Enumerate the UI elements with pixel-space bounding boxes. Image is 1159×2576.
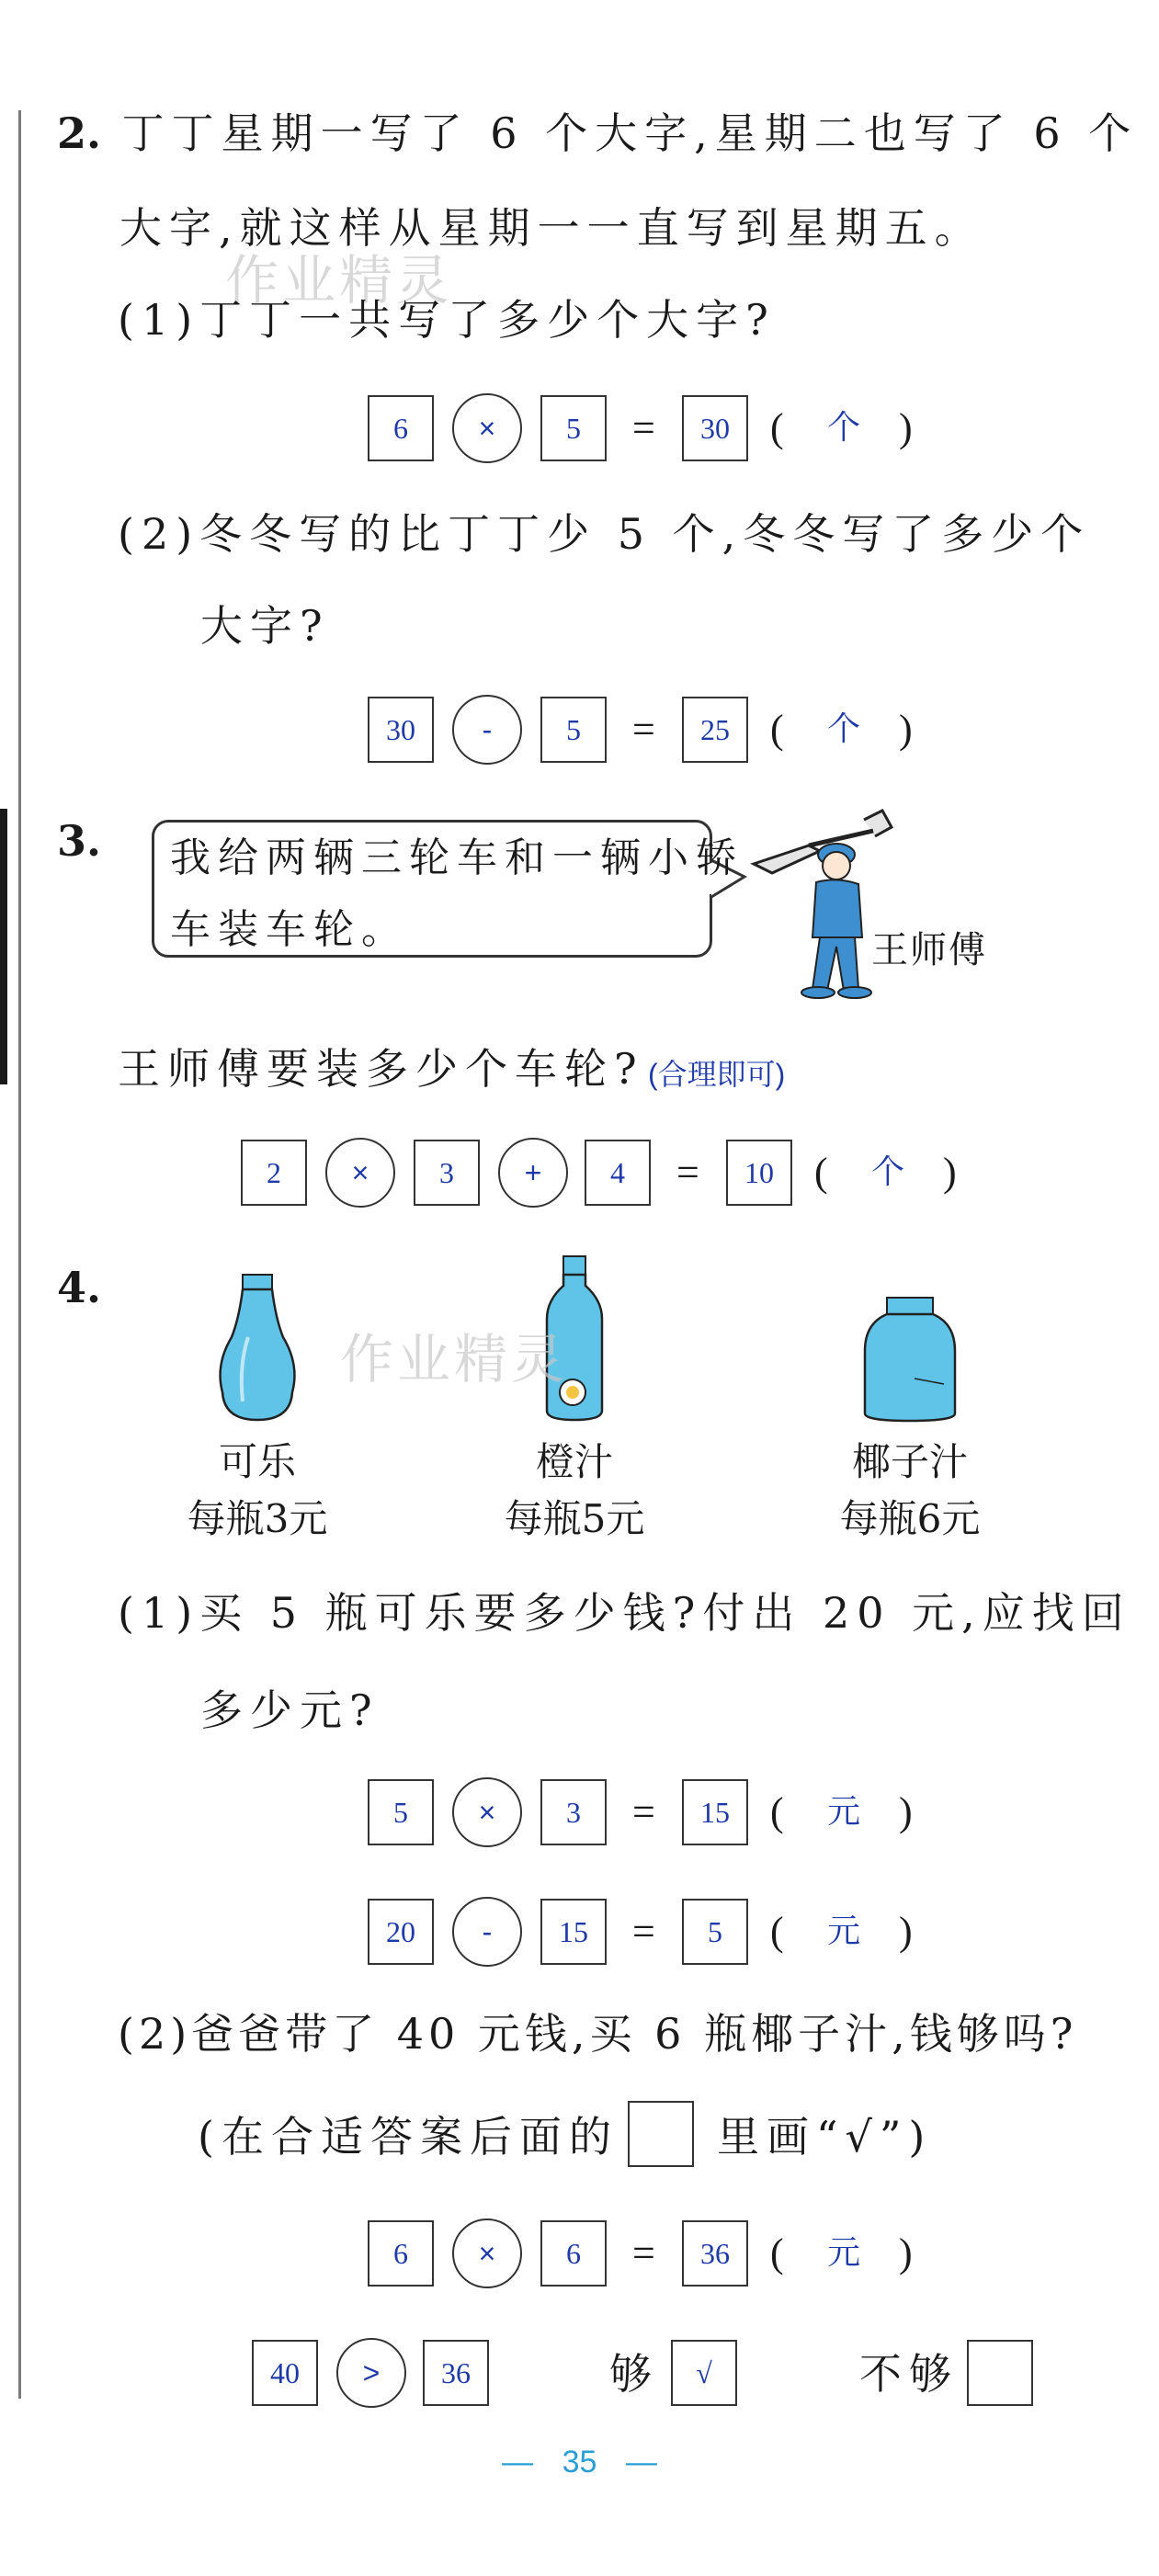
answer-box[interactable]: 20 <box>368 1899 434 1965</box>
answer-box[interactable]: 15 <box>682 1779 748 1845</box>
answer-box[interactable]: 2 <box>241 1140 307 1206</box>
q3-question: 王师傅要装多少个车轮? <box>118 1044 644 1094</box>
cola-bottle-icon <box>211 1273 303 1424</box>
unit-answer[interactable]: 个 <box>827 710 861 748</box>
q2-sub1-prompt: (1)丁丁一共写了多少个大字? <box>118 295 776 345</box>
worker-illustration <box>744 809 901 1002</box>
unit-answer[interactable]: 元 <box>827 1912 861 1950</box>
not-enough-check-box[interactable] <box>967 2340 1033 2406</box>
unit-answer[interactable]: 元 <box>827 1793 861 1831</box>
answer-box[interactable]: 5 <box>540 395 607 461</box>
watermark: 作业精灵 <box>340 1328 569 1390</box>
instruction-after: 里画“√”) <box>717 2112 933 2162</box>
answer-box[interactable]: 6 <box>540 2220 607 2287</box>
paren-close: ) <box>899 707 913 752</box>
equals-sign: = <box>676 1150 699 1195</box>
paren-open: ( <box>770 1789 784 1834</box>
paren-close: ) <box>899 2230 913 2275</box>
bubble-line1: 我给两辆三轮车和一辆小轿 <box>170 834 744 881</box>
answer-box[interactable]: 4 <box>585 1140 651 1206</box>
q2-line1 <box>57 108 1139 158</box>
item-price: 每瓶3元 <box>187 1496 328 1541</box>
coconut-juice-bottle-icon <box>859 1296 960 1424</box>
q2-text-line2: 大字,就这样从星期一一直写到星期五。 <box>119 203 984 253</box>
paren-open: ( <box>814 1150 828 1195</box>
answer-box[interactable]: 36 <box>682 2220 748 2287</box>
item-name: 可乐 <box>218 1439 296 1484</box>
answer-box[interactable]: 3 <box>540 1779 607 1845</box>
paren-close: ) <box>899 405 913 450</box>
operator-circle[interactable]: + <box>498 1138 568 1208</box>
sample-check-box <box>628 2101 694 2167</box>
page-footer <box>0 2445 1159 2480</box>
equals-sign: = <box>632 1909 655 1954</box>
answer-box[interactable]: 36 <box>423 2340 489 2406</box>
hint-text: (合理即可) <box>648 1058 786 1091</box>
paren-open: ( <box>770 1909 784 1954</box>
answer-box[interactable]: 15 <box>540 1899 607 1965</box>
answer-box[interactable]: 6 <box>368 2220 434 2287</box>
paren-close: ) <box>899 1909 913 1954</box>
operator-circle[interactable]: > <box>336 2338 406 2408</box>
operator-circle[interactable]: - <box>452 1897 522 1967</box>
answer-box[interactable]: 5 <box>368 1779 434 1845</box>
operator-circle[interactable]: × <box>452 2219 522 2288</box>
paren-close: ) <box>943 1150 957 1195</box>
answer-box[interactable]: 40 <box>252 2340 318 2406</box>
paren-open: ( <box>770 707 784 752</box>
speaker-label: 王师傅 <box>871 929 987 971</box>
footer-dash: — <box>502 2445 534 2480</box>
operator-circle[interactable]: × <box>325 1138 395 1208</box>
q4-sub1-prompt-line2: 多少元? <box>200 1685 380 1735</box>
page-number: 35 <box>562 2445 597 2480</box>
operator-circle[interactable]: - <box>452 695 522 765</box>
enough-check-box[interactable]: √ <box>671 2340 737 2406</box>
unit-answer[interactable]: 元 <box>827 2234 861 2272</box>
q2-text-line1: 丁丁星期一写了 6 个大字,星期二也写了 6 个 <box>121 108 1139 158</box>
unit-answer[interactable]: 个 <box>871 1153 905 1191</box>
q4-sub2-prompt: (2)爸爸带了 40 元钱,买 6 瓶椰子汁,钱够吗? <box>118 2009 1078 2059</box>
bubble-line2: 车装车轮。 <box>170 906 409 953</box>
margin-bar <box>0 809 7 1084</box>
equals-sign: = <box>632 405 655 450</box>
answer-box[interactable]: 10 <box>726 1140 792 1206</box>
answer-box[interactable]: 3 <box>414 1140 480 1206</box>
answer-box[interactable]: 30 <box>682 395 748 461</box>
paren-open: ( <box>770 2230 784 2275</box>
not-enough-label: 不够 <box>859 2349 959 2399</box>
watermark: 作业精灵 <box>225 249 454 312</box>
item-name: 橙汁 <box>535 1439 613 1484</box>
answer-box[interactable]: 25 <box>682 697 748 763</box>
enough-label: 够 <box>609 2349 659 2399</box>
q2-number: 2. <box>57 108 102 158</box>
answer-box[interactable]: 30 <box>368 697 434 763</box>
operator-circle[interactable]: × <box>452 393 522 463</box>
item-price: 每瓶6元 <box>839 1496 981 1541</box>
operator-circle[interactable]: × <box>452 1777 522 1847</box>
instruction-before: (在合适答案后面的 <box>198 2112 619 2162</box>
paren-open: ( <box>770 405 784 450</box>
footer-dash: — <box>625 2445 657 2480</box>
equals-sign: = <box>632 2230 655 2275</box>
q3-number: 3. <box>57 816 102 866</box>
q2-sub2-prompt-line1: (2)冬冬写的比丁丁少 5 个,冬冬写了多少个 <box>118 509 1091 559</box>
paren-close: ) <box>899 1789 913 1834</box>
q4-sub1-prompt-line1: (1)买 5 瓶可乐要多少钱?付出 20 元,应找回 <box>118 1588 1131 1638</box>
equals-sign: = <box>632 1789 655 1834</box>
margin-line <box>18 110 21 2399</box>
answer-box[interactable]: 5 <box>682 1899 748 1965</box>
unit-answer[interactable]: 个 <box>827 409 861 447</box>
item-name: 椰子汁 <box>851 1439 968 1484</box>
q2-sub2-prompt-line2: 大字? <box>200 601 330 651</box>
equals-sign: = <box>632 707 655 752</box>
q4-number: 4. <box>57 1263 102 1312</box>
item-price: 每瓶5元 <box>504 1496 645 1541</box>
answer-box[interactable]: 5 <box>540 697 607 763</box>
answer-box[interactable]: 6 <box>368 395 434 461</box>
